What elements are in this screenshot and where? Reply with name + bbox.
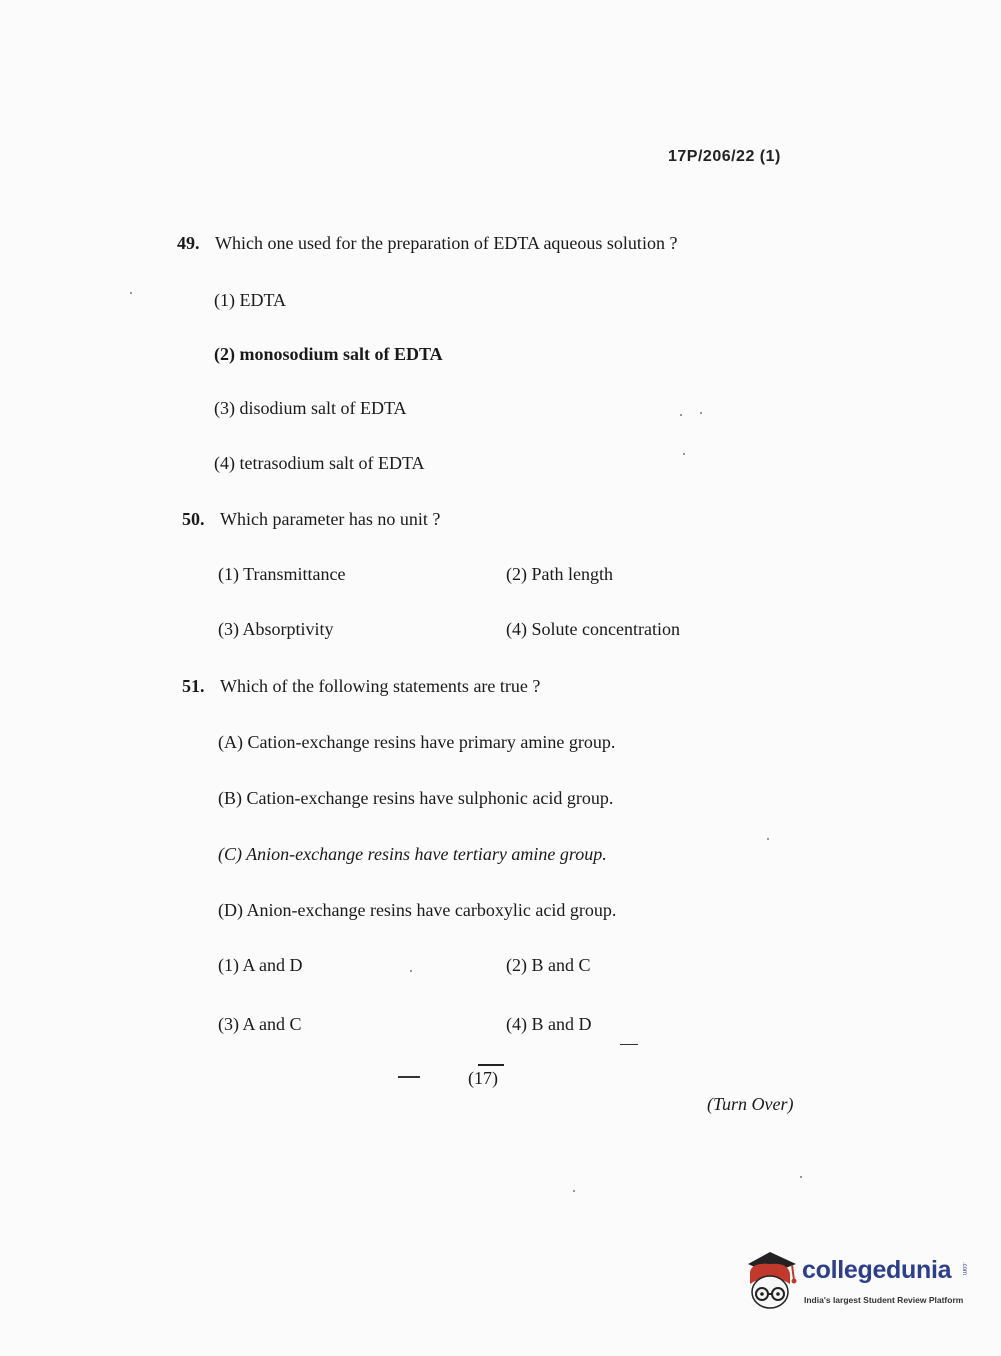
question-text: Which of the following statements are true ? [220, 676, 541, 696]
q49-option-2: (2) monosodium salt of EDTA [214, 344, 443, 364]
question-number: 51. [182, 676, 205, 696]
overline [478, 1064, 504, 1066]
question-50 [182, 509, 440, 530]
logo-tagline: India's largest Student Review Platform [804, 1295, 964, 1305]
page-number-text: (17) [468, 1068, 498, 1088]
q50-option-4: (4) Solute concentration [506, 619, 680, 639]
q51-statement-d: (D) Anion-exchange resins have carboxylic acid group. [218, 900, 617, 920]
scan-speck [573, 1190, 575, 1192]
page-number [468, 1068, 498, 1089]
question-number: 50. [182, 509, 205, 529]
collegedunia-logo [742, 1250, 972, 1312]
scan-speck [800, 1176, 802, 1178]
q51-statement-a: (A) Cation-exchange resins have primary amine group. [218, 732, 616, 752]
question-51 [182, 676, 540, 697]
q50-option-2: (2) Path length [506, 564, 613, 584]
logo-wordmark: collegedunia [802, 1256, 952, 1284]
paper-code: 17P/206/22 (1) [668, 148, 781, 165]
scan-mark [620, 1044, 638, 1045]
logo-domain: .com [961, 1262, 967, 1276]
turn-over-note: (Turn Over) [707, 1094, 794, 1114]
q51-statement-c: (C) Anion-exchange resins have tertiary amine group. [218, 844, 607, 864]
question-49 [177, 233, 677, 254]
q49-option-1: (1) EDTA [214, 290, 287, 310]
q51-statement-b: (B) Cation-exchange resins have sulphonic acid group. [218, 788, 614, 808]
q51-option-4: (4) B and D [506, 1014, 592, 1034]
q51-option-3: (3) A and C [218, 1014, 302, 1034]
scan-speck [410, 970, 412, 972]
scan-mark [398, 1076, 420, 1078]
scan-speck [700, 412, 702, 414]
question-text: Which one used for the preparation of EDTA aqueous solution ? [215, 233, 678, 253]
scan-speck [680, 414, 682, 416]
q50-option-1: (1) Transmittance [218, 564, 346, 584]
q50-option-3: (3) Absorptivity [218, 619, 334, 639]
scan-speck [130, 292, 132, 294]
q49-option-3: (3) disodium salt of EDTA [214, 398, 407, 418]
question-text: Which parameter has no unit ? [220, 509, 441, 529]
student-mascot-icon [742, 1250, 800, 1312]
scan-speck [767, 838, 769, 840]
q49-option-4: (4) tetrasodium salt of EDTA [214, 453, 425, 473]
q51-option-1: (1) A and D [218, 955, 303, 975]
question-number: 49. [177, 233, 200, 253]
scan-speck [683, 453, 685, 455]
q51-option-2: (2) B and C [506, 955, 591, 975]
